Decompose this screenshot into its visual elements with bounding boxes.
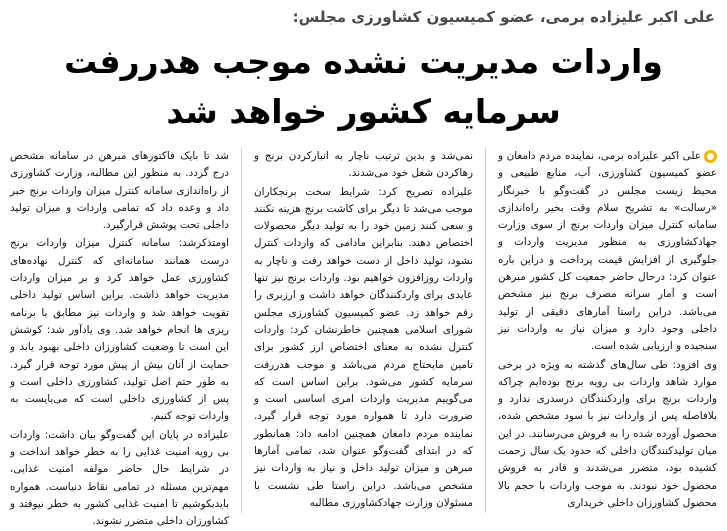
article-columns bbox=[10, 148, 717, 528]
headline-line-1: واردات مدیریت نشده موجب هدررفت bbox=[64, 42, 663, 81]
article-kicker: علی اکبر علیزاده برمی، عضو کمیسیون کشاورزی مجلس: bbox=[292, 8, 715, 26]
column-right bbox=[498, 148, 717, 513]
column-left bbox=[10, 148, 229, 528]
column-middle bbox=[254, 148, 473, 513]
paragraph: نمی‌شد و بدین ترتیب ناچار به انبارکردن برنج و رهاکردن شغل خود می‌شدند. bbox=[254, 150, 473, 180]
paragraph: وی افزود: طی سال‌های گذشته به ویژه در برخی موارد شاهد واردات بی رویه برنج بوده‌ایم چراکه واردات برنج برای واردکنندگان درسدری ندارد و بلافاصله پس از واردات نیز با سود مشخص شده، محصول آورده شده را به فروش می‌رسانند. در این میان تولیدکنندگان داخلی که حدود یک سال زحمت کشیده بود، متضرر می‌شدند و قادر به فروش محصول خود نبودند. به موجب واردات با حجم بالا محصول کشاورزان داخلی خریداری bbox=[498, 358, 717, 509]
paragraph: شد تا بایک فاکتورهای مبرهن در سامانه مشخص درج گردد. به منظور این مطالبه، وزارت کشاورزی از راه‌اندازی سامانه کنترل میزان واردات برنج خبر داد و وعده داد که تمامی واردات و میزان تولید داخلی تحت پوشش قرارگیرد. bbox=[10, 150, 229, 232]
newspaper-logo-icon bbox=[704, 150, 717, 163]
paragraph: اومتذکرشد: سامانه کنترل میزان واردات برنج درست همانند سامانه‌ای که کنترل نهاده‌های کشاورزی عمل خواهد کرد و بر میزان واردات مدیریت خواهد داشت. براین اساس تولید داخلی تقویت خواهد شد و واردات نیز مطابق با برنامه ریزی ها انجام خواهد شد. وی یادآور شد: کوشش این است تا وضعیت کشاورزان داخلی بهبود یابد و حمایت از آنان بیش از پیش مورد توجه قرار گیرد. به طور حتم اصل تولید، کشاورزی داخلی است و پس از کشاورزی داخلی است که می‌بایست به واردات توجه کنیم. bbox=[10, 237, 229, 423]
paragraph-text: علی اکبر علیزاده برمی، نماینده مردم دامغان و عضو کمیسیون کشاورزی، آب، منابع طبیعی و محیط زیست مجلس در گفت‌وگو با خبرنگار «رسالت» به تشریح سلام وقت بخیر راه‌اندازی سامانه کنترل میزان واردات برنج از سوی وزارت جهادکشاورزی به منظور مدیریت واردات و جلوگیری از افزایش قیمت پرداخت و دراین باره عنوان کرد: درحال حاضر جمعیت کل کشور مبرهن است و آمار سرانه مصرف برنج نیز مشخص می‌باشد. دراین راستا آمارهای دقیقی از تولید داخلی وجود دارد و میزان نیاز به واردات نیز سنجیده و ارزیابی شده است. bbox=[498, 150, 717, 353]
column-divider bbox=[485, 148, 486, 513]
column-divider bbox=[241, 148, 242, 513]
headline-line-2: سرمایه کشور خواهد شد bbox=[166, 92, 561, 131]
paragraph bbox=[498, 148, 717, 356]
paragraph: علیزاده در پایان این گفت‌وگو بیان داشت: واردات بی رویه امنیت غذایی را به خطر خواهد انداخت و در شرایط حال حاضر مولفه امنیت غذایی، مهم‌ترین مسئله در تمامی نقاط دنیاست. همواره بایدبکوشیم تا امنیت غذایی کشور به خطر نیوفتد و کشاورزان داخلی متضرر نشوند. bbox=[10, 428, 229, 528]
paragraph: علیزاده تصریح کرد: شرایط سخت برنجکاران موجب می‌شد تا دیگر برای کاشت برنج هزینه نکنند و سعی کنند زمین خود را به تولید دیگر محصولات اختصاص دهند. بنابراین مادامی که واردات کنترل نشود، تولید داخل از دست خواهد رفت و ناچار به واردات روزافزون خواهیم بود. واردات برنج نیز تنها عایدی برای واردکنندگان خواهد داشت و ارزبری را رقم خواهد زد. عضو کمیسیون کشاورزی مجلس شورای اسلامی همچنین خاطرنشان کرد: واردات کنترل نشده به معنای اختصاص ارز کشور برای تامین مایحتاج مردم می‌باشد و موجب هدررفت سرمایه کشور می‌شود. براین اساس است که می‌گوییم مدیریت واردات امری اساسی است و ضرورت دارد تا همواره مورد توجه قرار گیرد. نماینده مردم دامغان همچنین ادامه داد: همانطور که در ابتدای گفت‌وگو عنوان شد، تمامی آمارها مبرهن و میزان تولید داخل و نیاز به واردات نیز مشخص می‌باشد. دراین راستا طی نشست با مسئولان وزارت جهادکشاورزی مطالبه bbox=[254, 185, 473, 509]
